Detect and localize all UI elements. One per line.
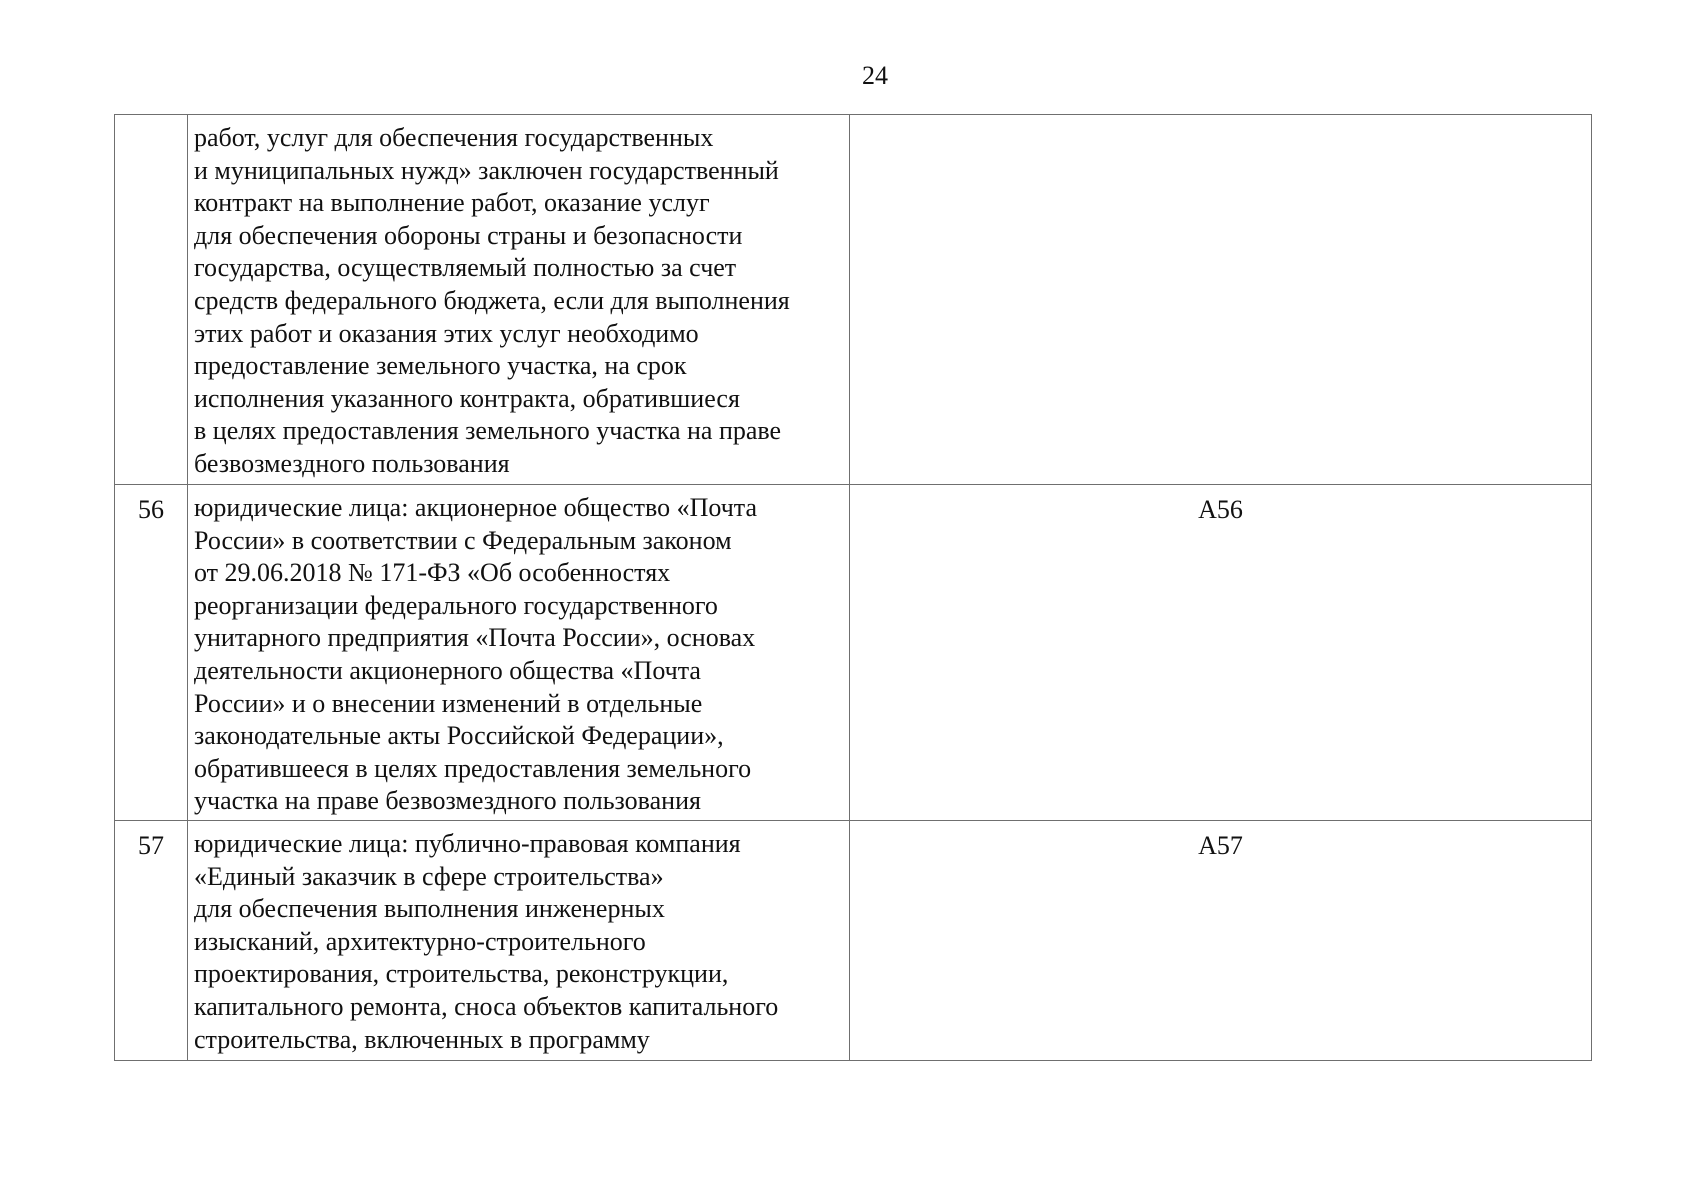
table-row	[115, 820, 1592, 1060]
row-number-cell: 56	[115, 485, 188, 821]
row-code-cell: А57	[850, 820, 1592, 1060]
row-description-cell: работ, услуг для обеспечения государственных и муниципальных нужд» заключен государственный контракт на выполнение работ, оказание услуг для обеспечения обороны страны и безопасности государства, осуществляемый полностью за счет средств федерального бюджета, если для выполнения этих работ и оказания этих услуг необходимо предоставление земельного участка, на срок исполнения указанного контракта, обратившиеся в целях предоставления земельного участка на праве безвозмездного пользования	[188, 115, 850, 485]
document-table	[114, 114, 1592, 1061]
row-code-cell	[850, 115, 1592, 485]
table-row	[115, 115, 1592, 485]
row-number-cell: 57	[115, 820, 188, 1060]
page-number: 24	[862, 61, 888, 90]
row-number-cell	[115, 115, 188, 485]
table-row	[115, 485, 1592, 821]
row-description-cell: юридические лица: публично-правовая компания «Единый заказчик в сфере строительства» для обеспечения выполнения инженерных изысканий, архитектурно-строительного проектирования, строительства, реконструкции, капитального ремонта, сноса объектов капитального строительства, включенных в программу	[188, 820, 850, 1060]
row-description-cell: юридические лица: акционерное общество «Почта России» в соответствии с Федеральным законом от 29.06.2018 № 171-ФЗ «Об особенностях реорганизации федерального государственного унитарного предприятия «Почта России», основах деятельности акционерного общества «Почта России» и о внесении изменений в отдельные законодательные акты Российской Федерации», обратившееся в целях предоставления земельного участка на праве безвозмездного пользования	[188, 485, 850, 821]
row-code-cell: А56	[850, 485, 1592, 821]
